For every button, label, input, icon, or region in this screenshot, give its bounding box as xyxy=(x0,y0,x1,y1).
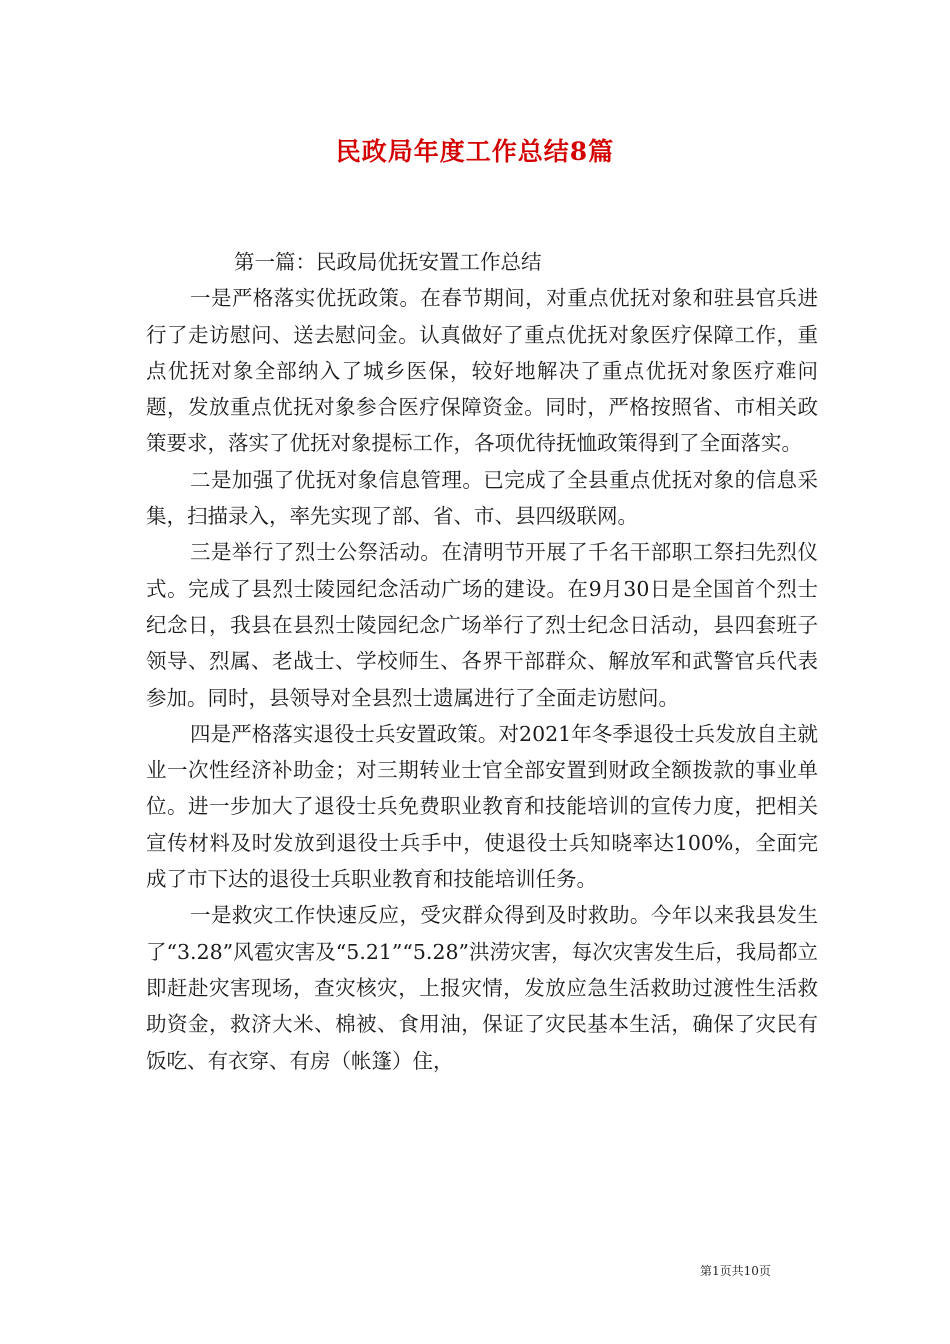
section-heading: 第一篇：民政局优抚安置工作总结 xyxy=(234,250,542,274)
paragraph: 四是严格落实退役士兵安置政策。对2021年冬季退役士兵发放自主就业一次性经济补助金；对三期转业士官全部安置到财政全额拨款的事业单位。进一步加大了退役士兵免费职业教育和技能培训的宣传力度，把相关宣传材料及时发放到退役士兵手中，使退役士兵知晓率达100%，全面完成了市下达的退役士兵职业教育和技能培训任务。 xyxy=(146,721,818,892)
document-body xyxy=(146,244,818,1079)
paragraph: 一是严格落实优抚政策。在春节期间，对重点优抚对象和驻县官兵进行了走访慰问、送去慰问金。认真做好了重点优抚对象医疗保障工作，重点优抚对象全部纳入了城乡医保，较好地解决了重点优抚对象医疗难问题，发放重点优抚对象参合医疗保障资金。同时，严格按照省、市相关政策要求，落实了优抚对象提标工作，各项优待抚恤政策得到了全面落实。 xyxy=(146,286,818,456)
paragraph: 三是举行了烈士公祭活动。在清明节开展了千名干部职工祭扫先烈仪式。完成了县烈士陵园纪念活动广场的建设。在9月30日是全国首个烈士纪念日，我县在县烈士陵园纪念广场举行了烈士纪念日活动，县四套班子领导、烈属、老战士、学校师生、各界干部群众、解放军和武警官兵代表参加。同时，县领导对全县烈士遗属进行了全面走访慰问。 xyxy=(146,540,818,710)
page-title: 民政局年度工作总结8篇 xyxy=(335,137,615,166)
paragraph: 一是救灾工作快速反应，受灾群众得到及时救助。今年以来我县发生了“3.28”风雹灾害及“5.21”“5.28”洪涝灾害，每次灾害发生后，我局都立即赶赴灾害现场，查灾核灾，上报灾情，发放应急生活救助过渡性生活救助资金，救济大米、棉被、食用油，保证了灾民基本生活，确保了灾民有饭吃、有衣穿、有房（帐篷）住， xyxy=(146,903,818,1073)
page-number: 第1页共10页 xyxy=(700,1264,771,1278)
paragraph: 二是加强了优抚对象信息管理。已完成了全县重点优抚对象的信息采集，扫描录入，率先实现了部、省、市、县四级联网。 xyxy=(146,467,818,529)
